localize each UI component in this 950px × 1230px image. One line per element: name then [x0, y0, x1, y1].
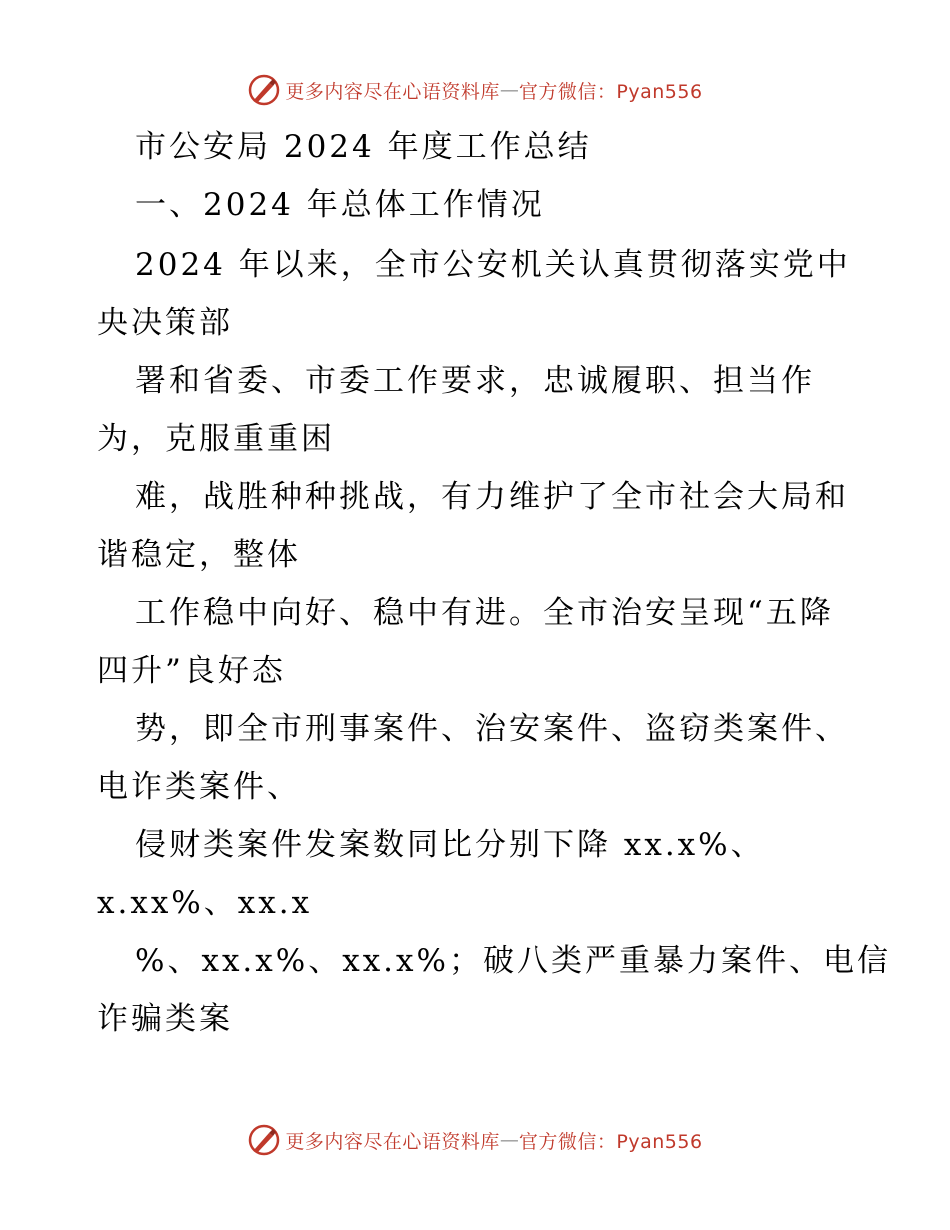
- paragraph-line: 谐稳定，整体: [97, 537, 301, 573]
- header-watermark: [0, 70, 950, 110]
- paragraph-line: 署和省委、市委工作要求，忠诚履职、担当作: [135, 363, 815, 399]
- watermark-title: 更多内容尽在心语资料库: [285, 1130, 500, 1153]
- paragraph-line: 电诈类案件、: [97, 769, 301, 805]
- paragraph-line: %、xx.x%、xx.x%；破八类严重暴力案件、电信: [135, 943, 891, 979]
- paragraph-line: x.xx%、xx.x: [97, 885, 313, 921]
- watermark-wechat: 官方微信：Pyan556: [518, 1130, 703, 1153]
- watermark-wechat: 官方微信：Pyan556: [518, 80, 703, 103]
- pen-logo-icon: [247, 73, 281, 107]
- paragraph-line: 央决策部: [97, 305, 233, 341]
- paragraph-line: 四升”良好态: [97, 653, 286, 689]
- pen-logo-icon: [247, 1123, 281, 1157]
- paragraph-line: 诈骗类案: [97, 1001, 233, 1037]
- watermark-title: 更多内容尽在心语资料库: [285, 80, 500, 103]
- footer-watermark: [0, 1120, 950, 1160]
- paragraph-line: 势，即全市刑事案件、治安案件、盗窃类案件、: [135, 711, 849, 747]
- paragraph-line: 为，克服重重困: [97, 421, 335, 457]
- paragraph-line: 侵财类案件发案数同比分别下降 xx.x%、: [135, 827, 765, 863]
- section-heading: 一、2024 年总体工作情况: [135, 187, 545, 223]
- watermark-dash: —: [499, 79, 519, 101]
- watermark-dash: —: [499, 1129, 519, 1151]
- document-title: 市公安局 2024 年度工作总结: [135, 129, 592, 165]
- paragraph-line: 难，战胜种种挑战，有力维护了全市社会大局和: [135, 479, 849, 515]
- paragraph-line: 工作稳中向好、稳中有进。全市治安呈现“五降: [135, 595, 834, 631]
- paragraph-line: 2024 年以来，全市公安机关认真贯彻落实党中: [135, 247, 851, 283]
